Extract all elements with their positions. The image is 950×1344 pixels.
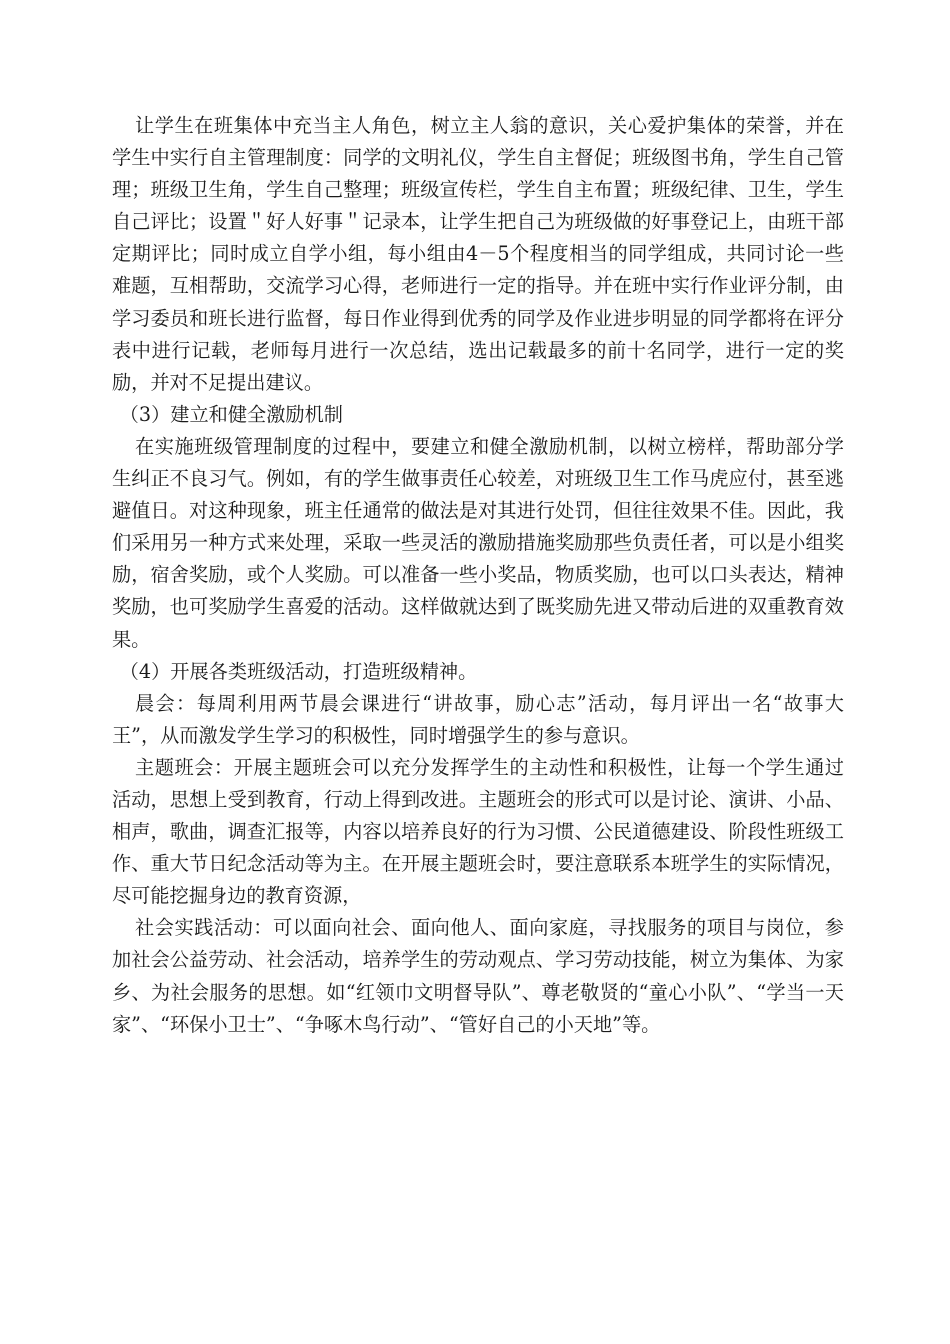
paragraph-incentive-mechanism: 在实施班级管理制度的过程中，要建立和健全激励机制，以树立榜样，帮助部分学生纠正不良习气。例如，有的学生做事责任心较差，对班级卫生工作马虎应付，甚至逃避值日。对这种现象，班主任通常的做法是对其进行处罚，但往往效果不佳。因此，我们采用另一种方式来处理，采取一些灵活的激励措施奖励那些负责任者，可以是小组奖励，宿舍奖励，或个人奖励。可以准备一些小奖品，物质奖励，也可以口头表达，精神奖励，也可奖励学生喜爱的活动。这样做就达到了既奖励先进又带动后进的双重教育效果。 (112, 434, 844, 651)
paragraph-morning-meeting: 晨会：每周利用两节晨会课进行“讲故事，励心志”活动，每月评出一名“故事大王”，从而激发学生学习的积极性，同时增强学生的参与意识。 (112, 691, 844, 747)
paragraph-self-management: 让学生在班集体中充当主人角色，树立主人翁的意识，关心爱护集体的荣誉，并在学生中实行自主管理制度：同学的文明礼仪，学生自主督促；班级图书角，学生自己管理；班级卫生角，学生自己整理；班级宣传栏，学生自主布置；班级纪律、卫生，学生自己评比；设置＂好人好事＂记录本，让学生把自己为班级做的好事登记上，由班干部定期评比；同时成立自学小组，每小组由4－5个程度相当的同学组成，共同讨论一些难题，互相帮助，交流学习心得，老师进行一定的指导。并在班中实行作业评分制，由学习委员和班长进行监督，每日作业得到优秀的同学及作业进步明显的同学都将在评分表中进行记载，老师每月进行一次总结，选出记载最多的前十名同学，进行一定的奖励，并对不足提出建议。 (112, 114, 844, 394)
paragraph-theme-class-meeting: 主题班会：开展主题班会可以充分发挥学生的主动性和积极性，让每一个学生通过活动，思想上受到教育，行动上得到改进。主题班会的形式可以是讨论、演讲、小品、相声，歌曲，调查汇报等，内容以培养良好的行为习惯、公民道德建设、阶段性班级工作、重大节日纪念活动等为主。在开展主题班会时，要注意联系本班学生的实际情况，尽可能挖掘身边的教育资源， (112, 755, 844, 908)
heading-incentive-mechanism: （3）建立和健全激励机制 (119, 402, 343, 426)
heading-class-activities: （4）开展各类班级活动，打造班级精神。 (119, 659, 478, 683)
document-body (112, 110, 844, 1041)
paragraph-social-practice: 社会实践活动：可以面向社会、面向他人、面向家庭，寻找服务的项目与岗位，参加社会公益劳动、社会活动，培养学生的劳动观点、学习劳动技能，树立为集体、为家乡、为社会服务的思想。如“红领巾文明督导队”、尊老敬贤的“童心小队”、“学当一天家”、“环保小卫士”、“争啄木鸟行动”、“管好自己的小天地”等。 (112, 916, 844, 1036)
